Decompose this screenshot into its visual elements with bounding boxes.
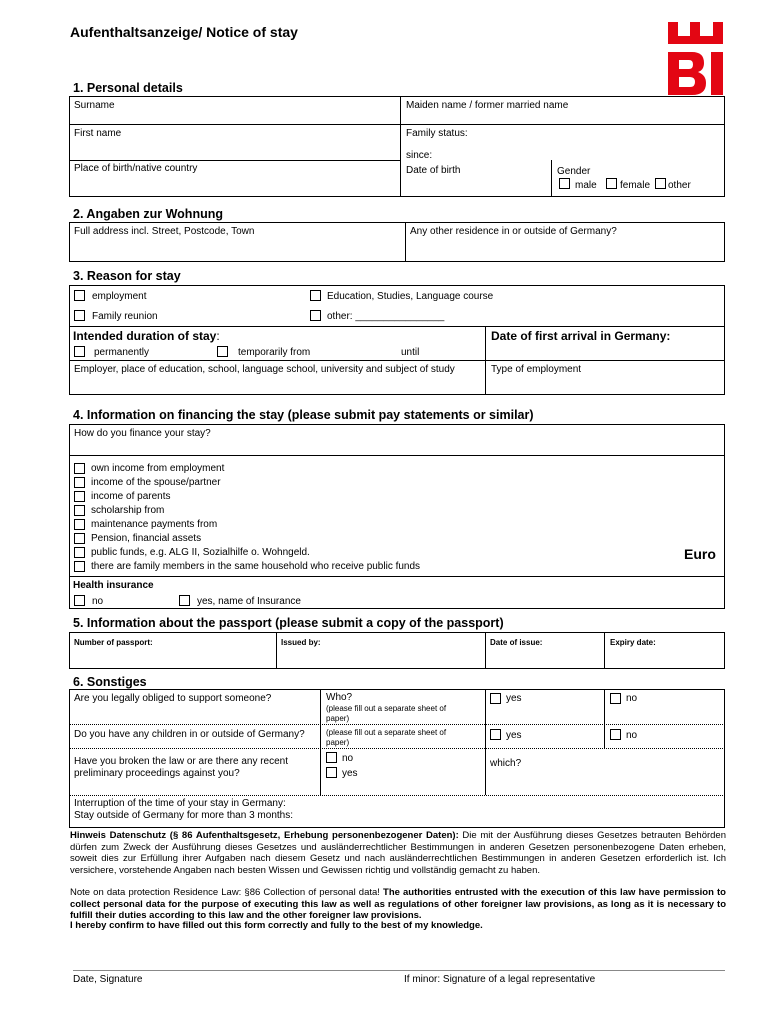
gender-other-checkbox[interactable] [655,178,666,189]
law-no-checkbox[interactable] [326,752,337,763]
gender-female-label: female [620,180,651,191]
support-yes-checkbox[interactable] [490,693,501,704]
fin-option-label: there are family members in the same household who receive public funds [91,561,421,572]
fin-option-checkbox[interactable] [74,505,85,516]
section-financing-heading: 4. Information on financing the stay (please submit pay statements or similar) [73,408,534,422]
support-yes-label: yes [506,693,522,704]
support-no-label: no [626,693,638,704]
until-label: until [401,347,420,358]
fin-option-label: income of the spouse/partner [91,477,221,488]
family-reunion-label: Family reunion [92,311,158,322]
gender-label: Gender [557,166,591,177]
fin-option-label: Pension, financial assets [91,533,202,544]
fin-option-label: public funds, e.g. ALG II, Sozialhilfe o. Wohngeld. [91,547,310,558]
fin-option-checkbox[interactable] [74,477,85,488]
law-question-line1: Have you broken the law or are there any recent [74,756,289,767]
employment-label: employment [92,291,147,302]
law-no-label: no [342,753,354,764]
surname-label: Surname [74,100,115,111]
interruption-label: Interruption of the time of your stay in Germany: [74,798,286,809]
employer-label: Employer, place of education, school, language school, university and subject of study [74,364,455,375]
section-reason-heading: 3. Reason for stay [73,269,181,283]
children-no-label: no [626,730,638,741]
date-of-birth-label: Date of birth [406,165,461,176]
health-insurance-label: Health insurance [73,580,154,591]
fin-option-checkbox[interactable] [74,547,85,558]
support-question: Are you legally obliged to support someone? [74,693,272,704]
fin-option-checkbox[interactable] [74,561,85,572]
support-no-checkbox[interactable] [610,693,621,704]
stay-outside-label: Stay outside of Germany for more than 3 months: [74,810,293,821]
fin-option-label: income of parents [91,491,171,502]
family-reunion-checkbox[interactable] [74,310,85,321]
form-title: Aufenthaltsanzeige/ Notice of stay [70,24,298,40]
separate-sheet-note: (please fill out a separate sheet of [326,728,447,737]
separate-sheet-note-paper: paper) [326,738,350,747]
fin-option-label: maintenance payments from [91,519,218,530]
confirmation-statement: I hereby confirm to have filled out this form correctly and fully to the best of my knowledge. [70,920,483,931]
fin-option-label: own income from employment [91,463,225,474]
education-checkbox[interactable] [310,290,321,301]
signature-line [73,970,725,971]
gender-male-checkbox[interactable] [559,178,570,189]
fin-option-label: scholarship from [91,505,165,516]
first-arrival-heading: Date of first arrival in Germany: [491,329,671,343]
section-housing-heading: 2. Angaben zur Wohnung [73,207,223,221]
passport-number-label: Number of passport: [74,638,153,647]
expiry-date-label: Expiry date: [610,638,656,647]
how-finance-label: How do you finance your stay? [74,428,211,439]
children-no-checkbox[interactable] [610,729,621,740]
separate-sheet-note-paper: paper) [326,714,350,723]
data-protection-notice-de: Hinweis Datenschutz (§ 86 Aufenthaltsgesetz, Erhebung personenbezogener Daten): Die mit der Ausführung dieses Gesetzes betrauten Behörden dürfen zum Zweck der Ausführung dieses Gesetzes und ausländerrechtlicher Bestimmungen in anderen Gesetzen personenbezogene Daten erheben, soweit dies zur Erfüllung ihrer Aufgaben nach diesem Gesetz und nach ausländerrechtlichen Bestimmungen in anderen Gesetzen erforderlich ist. Ich versichere, vorstehende Angaben nach besten Wissen und Gewissen richtig und vollständig gemacht zu haben. [70,830,726,876]
section-passport-heading: 5. Information about the passport (please submit a copy of the passport) [73,616,504,630]
gender-male-label: male [575,180,597,191]
children-yes-label: yes [506,730,522,741]
insurance-no-checkbox[interactable] [74,595,85,606]
full-address-label: Full address incl. Street, Postcode, Town [74,226,255,237]
gender-female-checkbox[interactable] [606,178,617,189]
permanently-checkbox[interactable] [74,346,85,357]
children-question: Do you have any children in or outside of Germany? [74,729,305,740]
law-question-line2: preliminary proceedings against you? [74,768,240,779]
section-personal-heading: 1. Personal details [73,81,183,95]
euro-label: Euro [684,546,716,562]
first-name-label: First name [74,128,122,139]
family-status-label: Family status: [406,128,468,139]
fin-option-checkbox[interactable] [74,533,85,544]
birthplace-label: Place of birth/native country [74,163,198,174]
maiden-name-label: Maiden name / former married name [406,100,569,111]
children-yes-checkbox[interactable] [490,729,501,740]
issued-by-label: Issued by: [281,638,321,647]
since-label: since: [406,150,433,161]
insurance-yes-checkbox[interactable] [179,595,190,606]
data-protection-notice-en: Note on data protection Residence Law: §86 Collection of personal data! The authorities entrusted with the execution of this law have permission to collect personal data for the purpose of executing this law as well as regulations of other foreigner law provisions, as long as it is necessary to fulfill their duties according to this law and the other foreigner law provisions. [70,887,726,921]
fin-option-checkbox[interactable] [74,491,85,502]
law-yes-label: yes [342,768,358,779]
fin-option-checkbox[interactable] [74,463,85,474]
temporarily-label: temporarily from [238,347,311,358]
temporarily-checkbox[interactable] [217,346,228,357]
section-other-heading: 6. Sonstiges [73,675,147,689]
city-logo [668,22,723,95]
date-signature-label: Date, Signature [73,974,143,985]
permanently-label: permanently [94,347,150,358]
insurance-no-label: no [92,596,104,607]
education-label: Education, Studies, Language course [327,291,494,302]
date-of-issue-label: Date of issue: [490,638,543,647]
insurance-yes-label: yes, name of Insurance [197,596,301,607]
employment-checkbox[interactable] [74,290,85,301]
which-label: which? [490,758,522,769]
reason-other-label: other: ________________ [327,311,445,322]
financing-options-list [91,462,420,574]
separate-sheet-note: (please fill out a separate sheet of [326,704,447,713]
reason-other-checkbox[interactable] [310,310,321,321]
intended-duration-heading: Intended duration of stay: [73,329,220,343]
who-label: Who? [326,692,353,703]
gender-other-label: other [668,180,691,191]
law-yes-checkbox[interactable] [326,767,337,778]
other-residence-label: Any other residence in or outside of Germany? [410,226,617,237]
fin-option-checkbox[interactable] [74,519,85,530]
minor-signature-label: If minor: Signature of a legal representative [404,974,596,985]
type-of-employment-label: Type of employment [491,364,582,375]
